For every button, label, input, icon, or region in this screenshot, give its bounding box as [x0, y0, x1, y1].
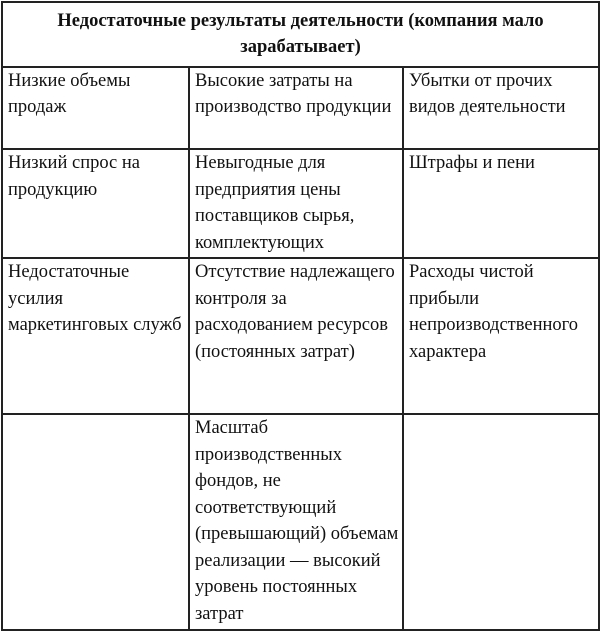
table-row: [2, 149, 599, 258]
table-cell: Убытки от прочих видов деятельности: [403, 67, 599, 150]
table-cell: Отсутствие надлежащего контроля за расходованием ресурсов (постоянных затрат): [189, 258, 403, 414]
causes-table: [1, 1, 600, 631]
table-cell: Низкий спрос на продукцию: [2, 149, 189, 258]
table-row: [2, 414, 599, 630]
table-cell-empty: [2, 414, 189, 630]
table-cell: Штрафы и пени: [403, 149, 599, 258]
table-row: [2, 67, 599, 150]
table-cell: Недостаточные усилия маркетинговых служб: [2, 258, 189, 414]
table-cell: Масштаб производственных фондов, не соответствующий (превышающий) объемам реализации — высокий уровень постоянных затрат: [189, 414, 403, 630]
table-cell: Низкие объемы продаж: [2, 67, 189, 150]
table-cell: Расходы чистой прибыли непроизводственного характера: [403, 258, 599, 414]
table-row: [2, 258, 599, 414]
table-cell: Невыгодные для предприятия цены поставщиков сырья, комплектующих: [189, 149, 403, 258]
table-title: Недостаточные результаты деятельности (компания мало зарабатывает): [2, 2, 599, 67]
table-cell: Высокие затраты на производство продукции: [189, 67, 403, 150]
table-header-row: [2, 2, 599, 67]
table-cell-empty: [403, 414, 599, 630]
